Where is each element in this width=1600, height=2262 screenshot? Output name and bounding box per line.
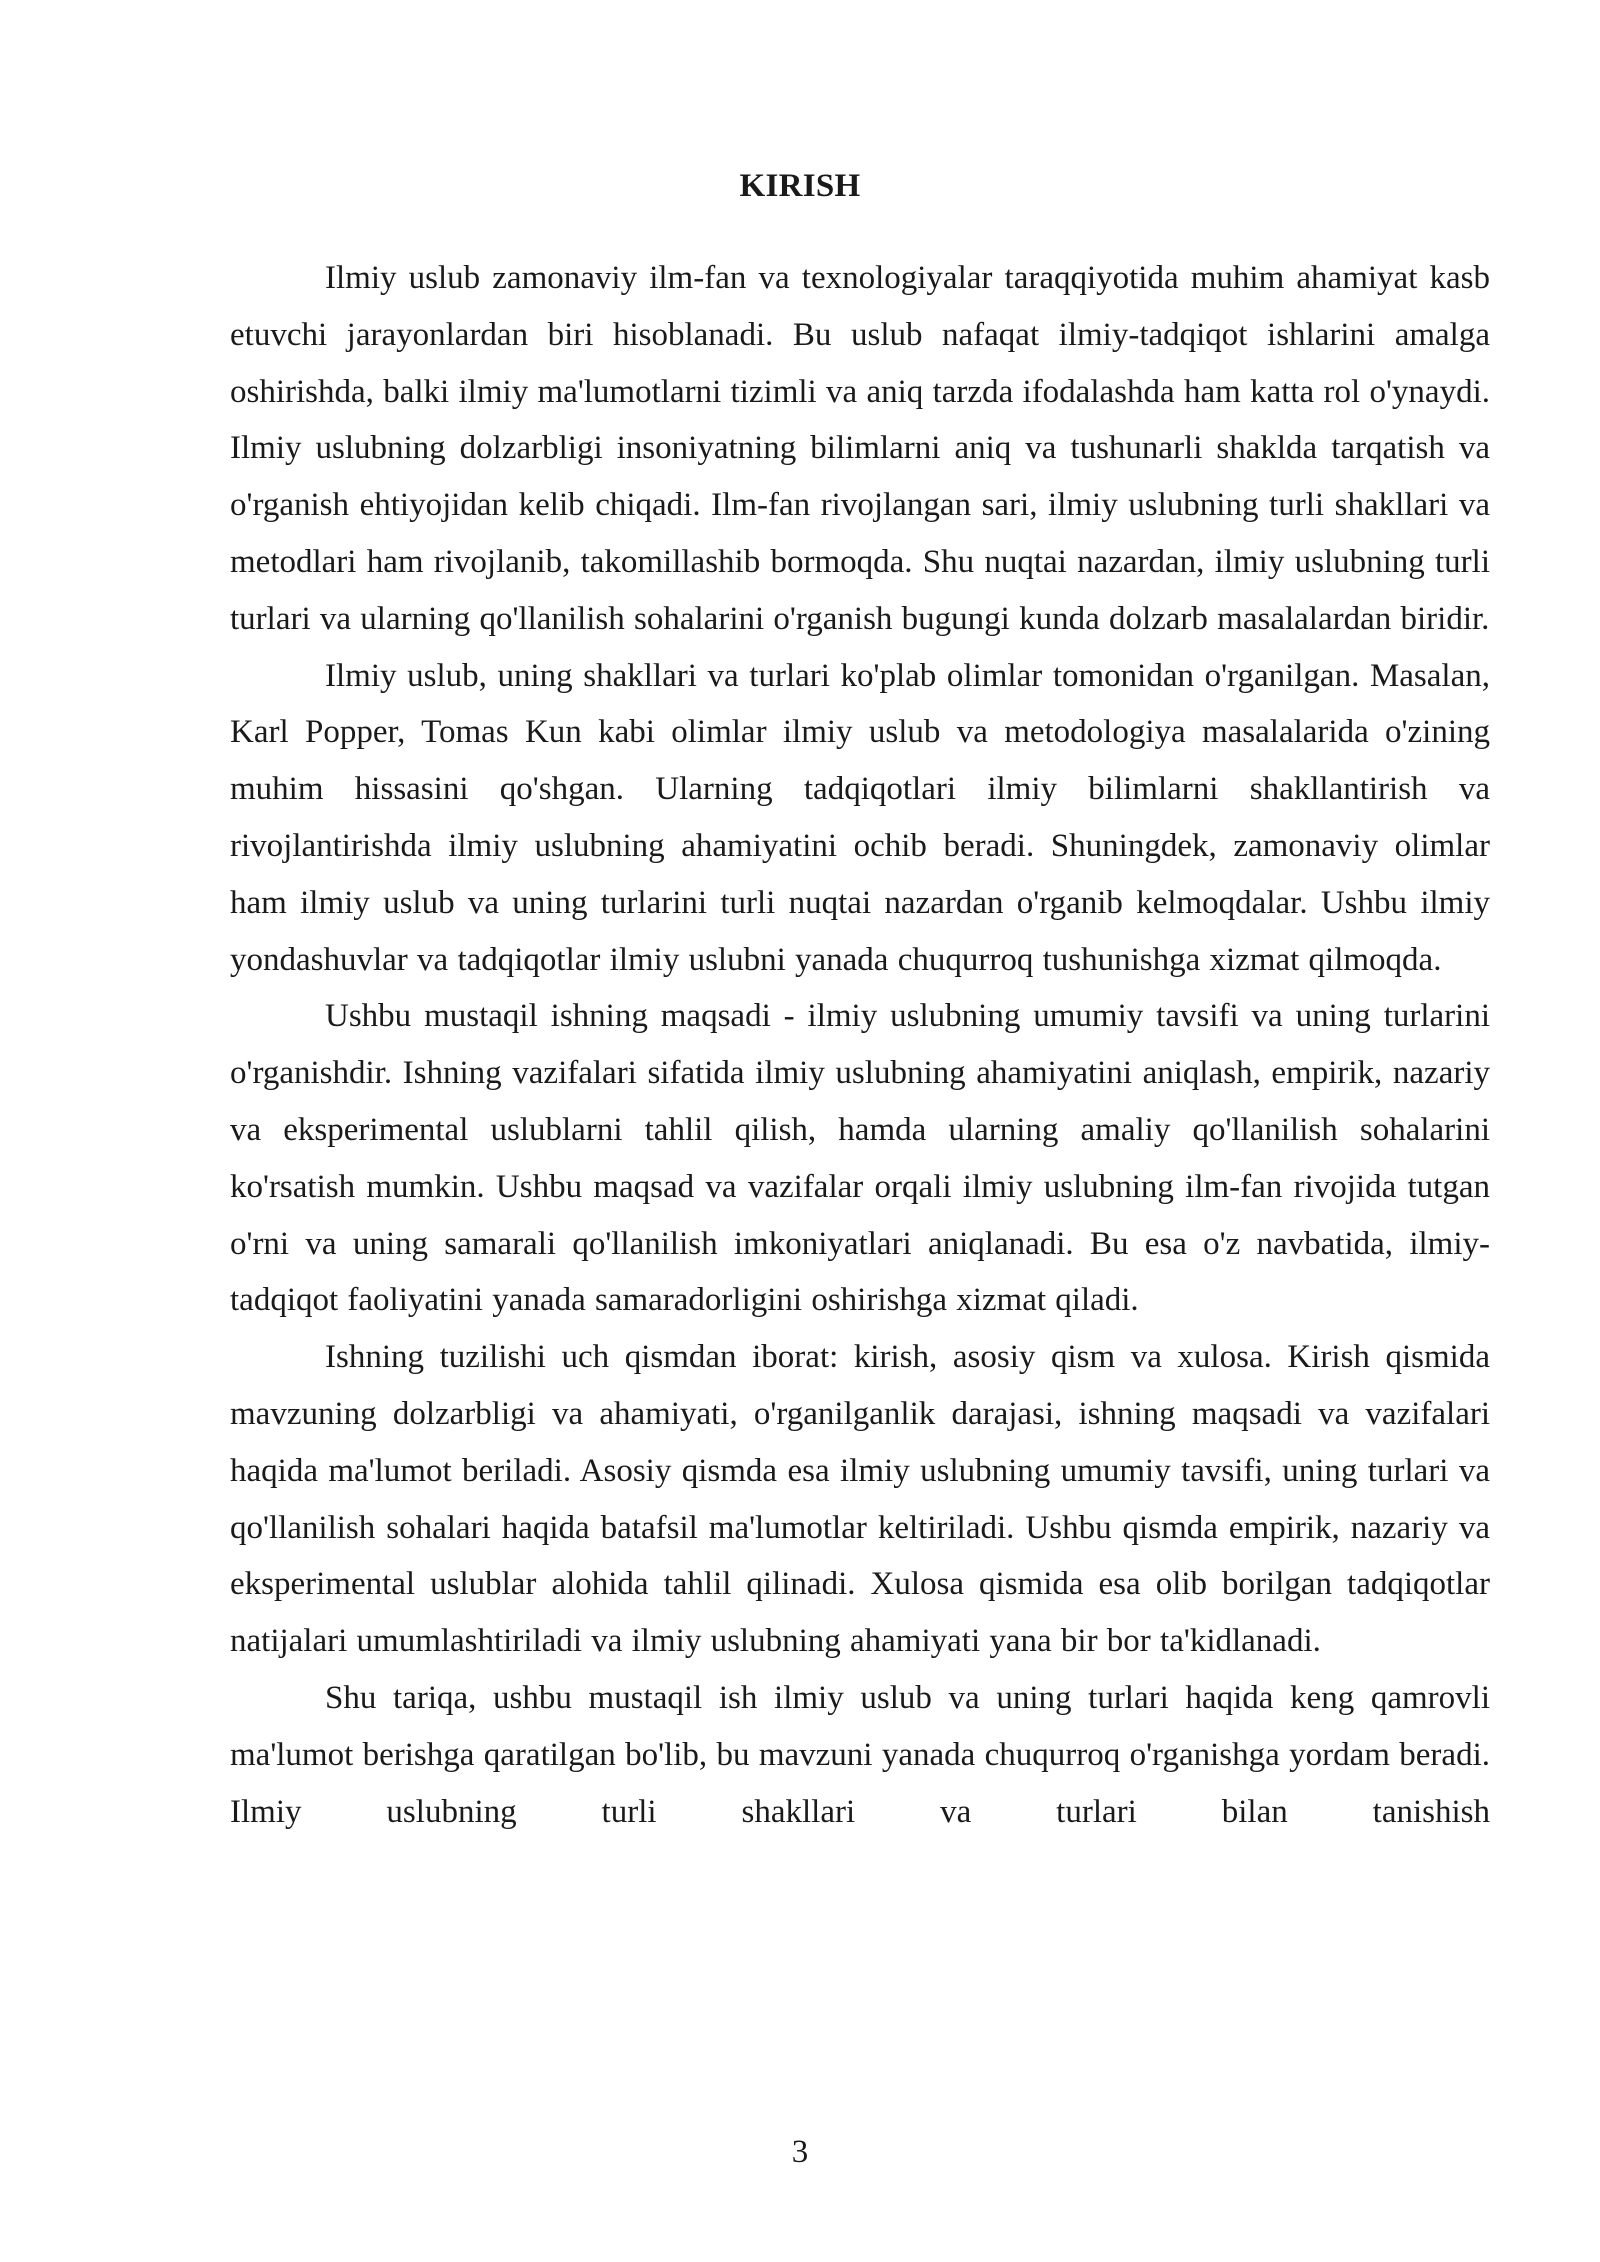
body-text bbox=[230, 250, 1490, 1840]
paragraph-3: Ushbu mustaqil ishning maqsadi - ilmiy uslubning umumiy tavsifi va uning turlarini o'rganishdir. Ishning vazifalari sifatida ilmiy uslubning ahamiyatini aniqlash, empirik, nazariy va eksperimental uslublarni tahlil qilish, hamda ularning amaliy qo'llanilish sohalarini ko'rsatish mumkin. Ushbu maqsad va vazifalar orqali ilmiy uslubning ilm-fan rivojida tutgan o'rni va uning samarali qo'llanilish imkoniyatlari aniqlanadi. Bu esa o'z navbatida, ilmiy-tadqiqot faoliyatini yanada samaradorligini oshirishga xizmat qiladi. bbox=[230, 998, 1490, 1319]
paragraph-1: Ilmiy uslub zamonaviy ilm-fan va texnologiyalar taraqqiyotida muhim ahamiyat kasb etuvchi jarayonlardan biri hisoblanadi. Bu uslub nafaqat ilmiy-tadqiqot ishlarini amalga oshirishda, balki ilmiy ma'lumotlarni tizimli va aniq tarzda ifodalashda ham katta rol o'ynaydi. Ilmiy uslubning dolzarbligi insoniyatning bilimlarni aniq va tushunarli shaklda tarqatish va o'rganish ehtiyojidan kelib chiqadi. Ilm-fan rivojlangan sari, ilmiy uslubning turli shakllari va metodlari ham rivojlanib, takomillashib bormoqda. Shu nuqtai nazardan, ilmiy uslubning turli turlari va ularning qo'llanilish sohalarini o'rganish bugungi kunda dolzarb masalalardan biridir. bbox=[230, 260, 1490, 637]
page-number: 3 bbox=[791, 2134, 809, 2170]
paragraph-4: Ishning tuzilishi uch qismdan iborat: kirish, asosiy qism va xulosa. Kirish qismida mavzuning dolzarbligi va ahamiyati, o'rganilganlik darajasi, ishning maqsadi va vazifalari haqida ma'lumot beriladi. Asosiy qismda esa ilmiy uslubning umumiy tavsifi, uning turlari va qo'llanilish sohalari haqida batafsil ma'lumotlar keltiriladi. Ushbu qismda empirik, nazariy va eksperimental uslublar alohida tahlil qilinadi. Xulosa qismida esa olib borilgan tadqiqotlar natijalari umumlashtiriladi va ilmiy uslubning ahamiyati yana bir bor ta'kidlanadi. bbox=[230, 1339, 1490, 1660]
paragraph-5: Shu tariqa, ushbu mustaqil ish ilmiy uslub va uning turlari haqida keng qamrovli ma'lumot berishga qaratilgan bo'lib, bu mavzuni yanada chuqurroq o'rganishga yordam beradi. Ilmiy uslubning turli shakllari va turlari bilan tanishish bbox=[230, 1679, 1490, 1830]
paragraph-2: Ilmiy uslub, uning shakllari va turlari ko'plab olimlar tomonidan o'rganilgan. Masalan, Karl Popper, Tomas Kun kabi olimlar ilmiy uslub va metodologiya masalalarida o'zining muhim hissasini qo'shgan. Ularning tadqiqotlari ilmiy bilimlarni shakllantirish va rivojlantirishda ilmiy uslubning ahamiyatini ochib beradi. Shuningdek, zamonaviy olimlar ham ilmiy uslub va uning turlarini turli nuqtai nazardan o'rganib kelmoqdalar. Ushbu ilmiy yondashuvlar va tadqiqotlar ilmiy uslubni yanada chuqurroq tushunishga xizmat qilmoqda. bbox=[230, 657, 1490, 978]
section-heading: KIRISH bbox=[739, 168, 861, 204]
